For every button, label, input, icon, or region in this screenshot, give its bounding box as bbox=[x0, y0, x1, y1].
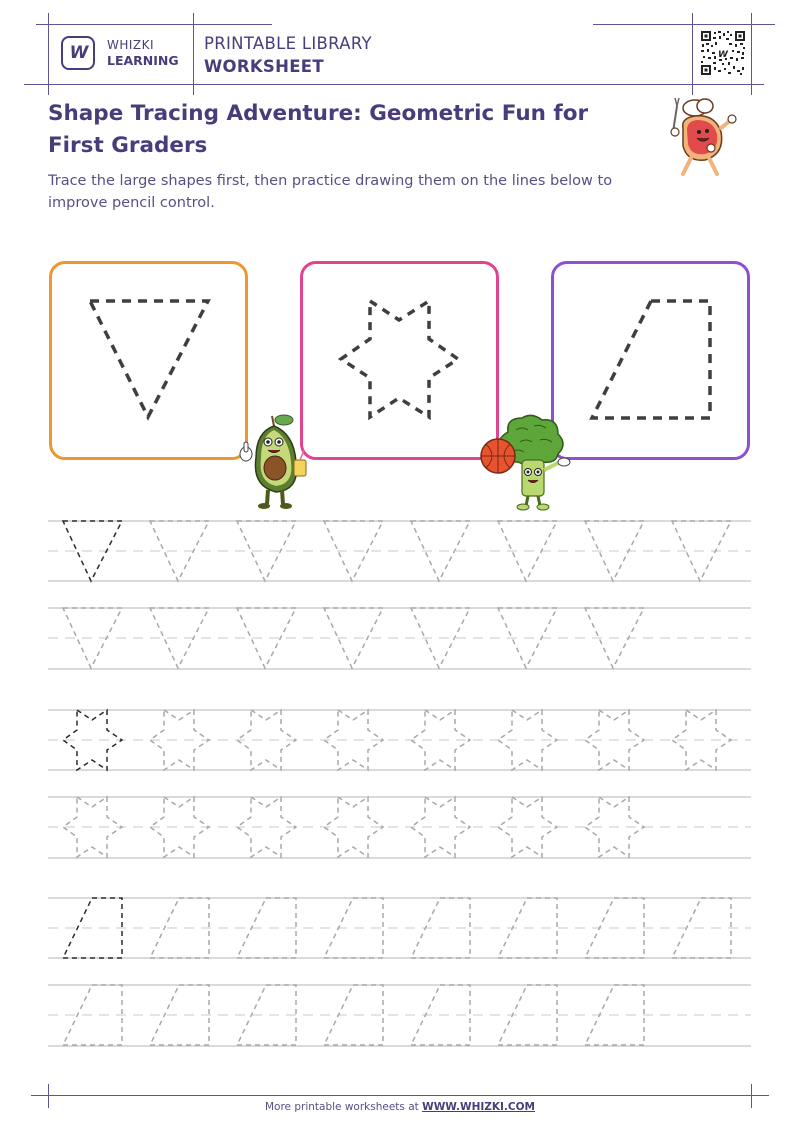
footer-link[interactable]: WWW.WHIZKI.COM bbox=[422, 1101, 535, 1113]
instructions: Trace the large shapes first, then practice drawing them on the lines below to improve pencil control. bbox=[48, 173, 613, 211]
worksheet-label: WORKSHEET bbox=[204, 57, 324, 76]
footer-rule bbox=[31, 1095, 769, 1096]
brand-subname: LEARNING bbox=[107, 53, 179, 68]
footer-text: More printable worksheets at bbox=[264, 1101, 423, 1113]
footer bbox=[0, 1101, 800, 1113]
brand-name: WHIZKI bbox=[107, 38, 155, 52]
guide-lines bbox=[48, 521, 751, 1046]
svg-text:W: W bbox=[718, 50, 728, 60]
logo-w-icon: W bbox=[69, 43, 87, 63]
page-title: Shape Tracing Adventure: Geometric Fun for First Graders bbox=[48, 101, 589, 158]
library-label: PRINTABLE LIBRARY bbox=[204, 34, 372, 53]
